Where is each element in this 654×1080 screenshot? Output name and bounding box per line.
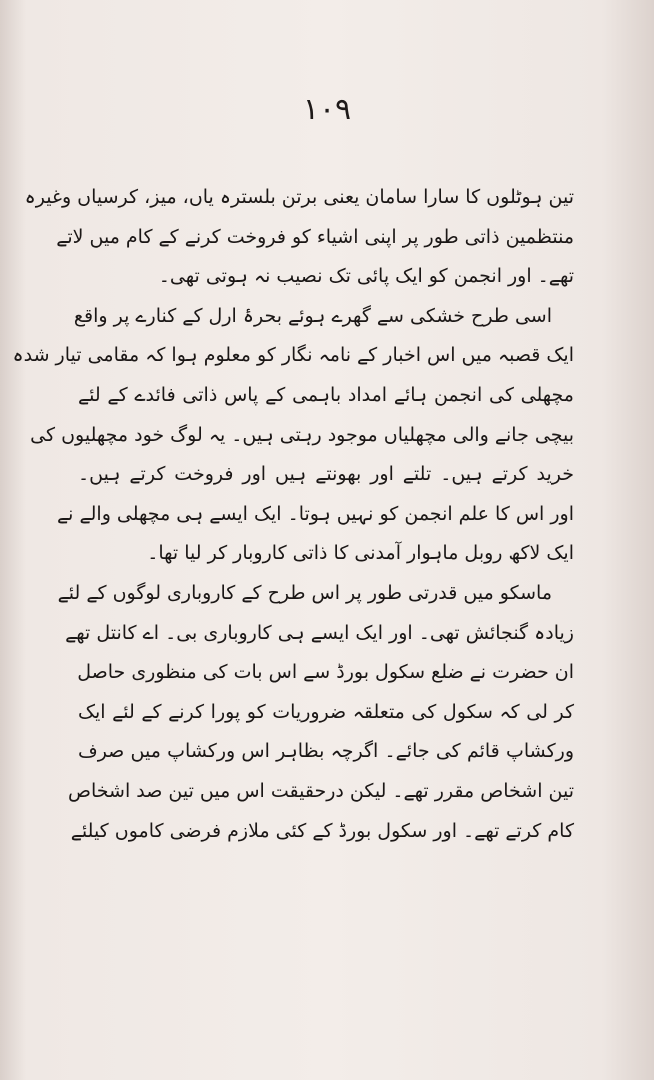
text-line: ایک قصبہ میں اس اخبار کے نامہ نگار کو معلوم ہوا کہ مقامی تیار شدہ bbox=[12, 344, 574, 367]
body-text bbox=[12, 178, 574, 851]
text-line: اور اس کا علم انجمن کو نہیں ہوتا۔ ایک ایسے ہی مچھلی والے نے bbox=[57, 502, 574, 525]
text-line: ایک لاکھ روبل ماہوار آمدنی کا ذاتی کاروبار کر لیا تھا۔ bbox=[147, 542, 574, 565]
text-line: منتظمین ذاتی طور پر اپنی اشیاء کو فروخت کرنے کے کام میں لاتے bbox=[56, 225, 574, 248]
text-line: تین ہوٹلوں کا سارا سامان یعنی برتن بلسترہ یاں، میز، کرسیاں وغیرہ bbox=[24, 186, 574, 208]
text-line: تین اشخاص مقرر تھے۔ لیکن درحقیقت اس میں تین صد اشخاص bbox=[68, 779, 574, 802]
text-line: خرید کرتے ہیں۔ تلتے اور بھونتے ہیں اور فروخت کرتے ہیں۔ bbox=[78, 463, 574, 486]
text-line: زیادہ گنجائش تھی۔ اور ایک ایسے ہی کاروباری بی۔ اے کانتل تھے bbox=[65, 621, 574, 644]
text-line: ان حضرت نے ضلع سکول بورڈ سے اس بات کی منظوری حاصل bbox=[77, 661, 574, 684]
text-line: تھے۔ اور انجمن کو ایک پائی تک نصیب نہ ہوتی تھی۔ bbox=[158, 265, 574, 288]
text-line: ورکشاپ قائم کی جائے۔ اگرچہ بظاہر اس ورکشاپ میں صرف bbox=[78, 740, 574, 763]
text-line: کر لی کہ سکول کی متعلقہ ضروریات کو پورا کرنے کے لئے ایک bbox=[78, 700, 574, 723]
page-number: ۱۰۹ bbox=[302, 92, 352, 127]
text-line: ماسکو میں قدرتی طور پر اس طرح کے کاروباری لوگوں کے لئے bbox=[57, 581, 552, 604]
text-line: کام کرتے تھے۔ اور سکول بورڈ کے کئی ملازم فرضی کاموں کیلئے bbox=[70, 819, 574, 842]
text-line: اسی طرح خشکی سے گھرے ہوئے بحرۂ ارل کے کنارے پر واقع bbox=[73, 304, 552, 327]
text-line: بیچی جانے والی مچھلیاں موجود رہتی ہیں۔ یہ لوگ خود مچھلیوں کی bbox=[30, 423, 574, 446]
text-line: مچھلی کی انجمن ہائے امداد باہمی کے پاس ذاتی فائدے کے لئے bbox=[78, 383, 574, 406]
